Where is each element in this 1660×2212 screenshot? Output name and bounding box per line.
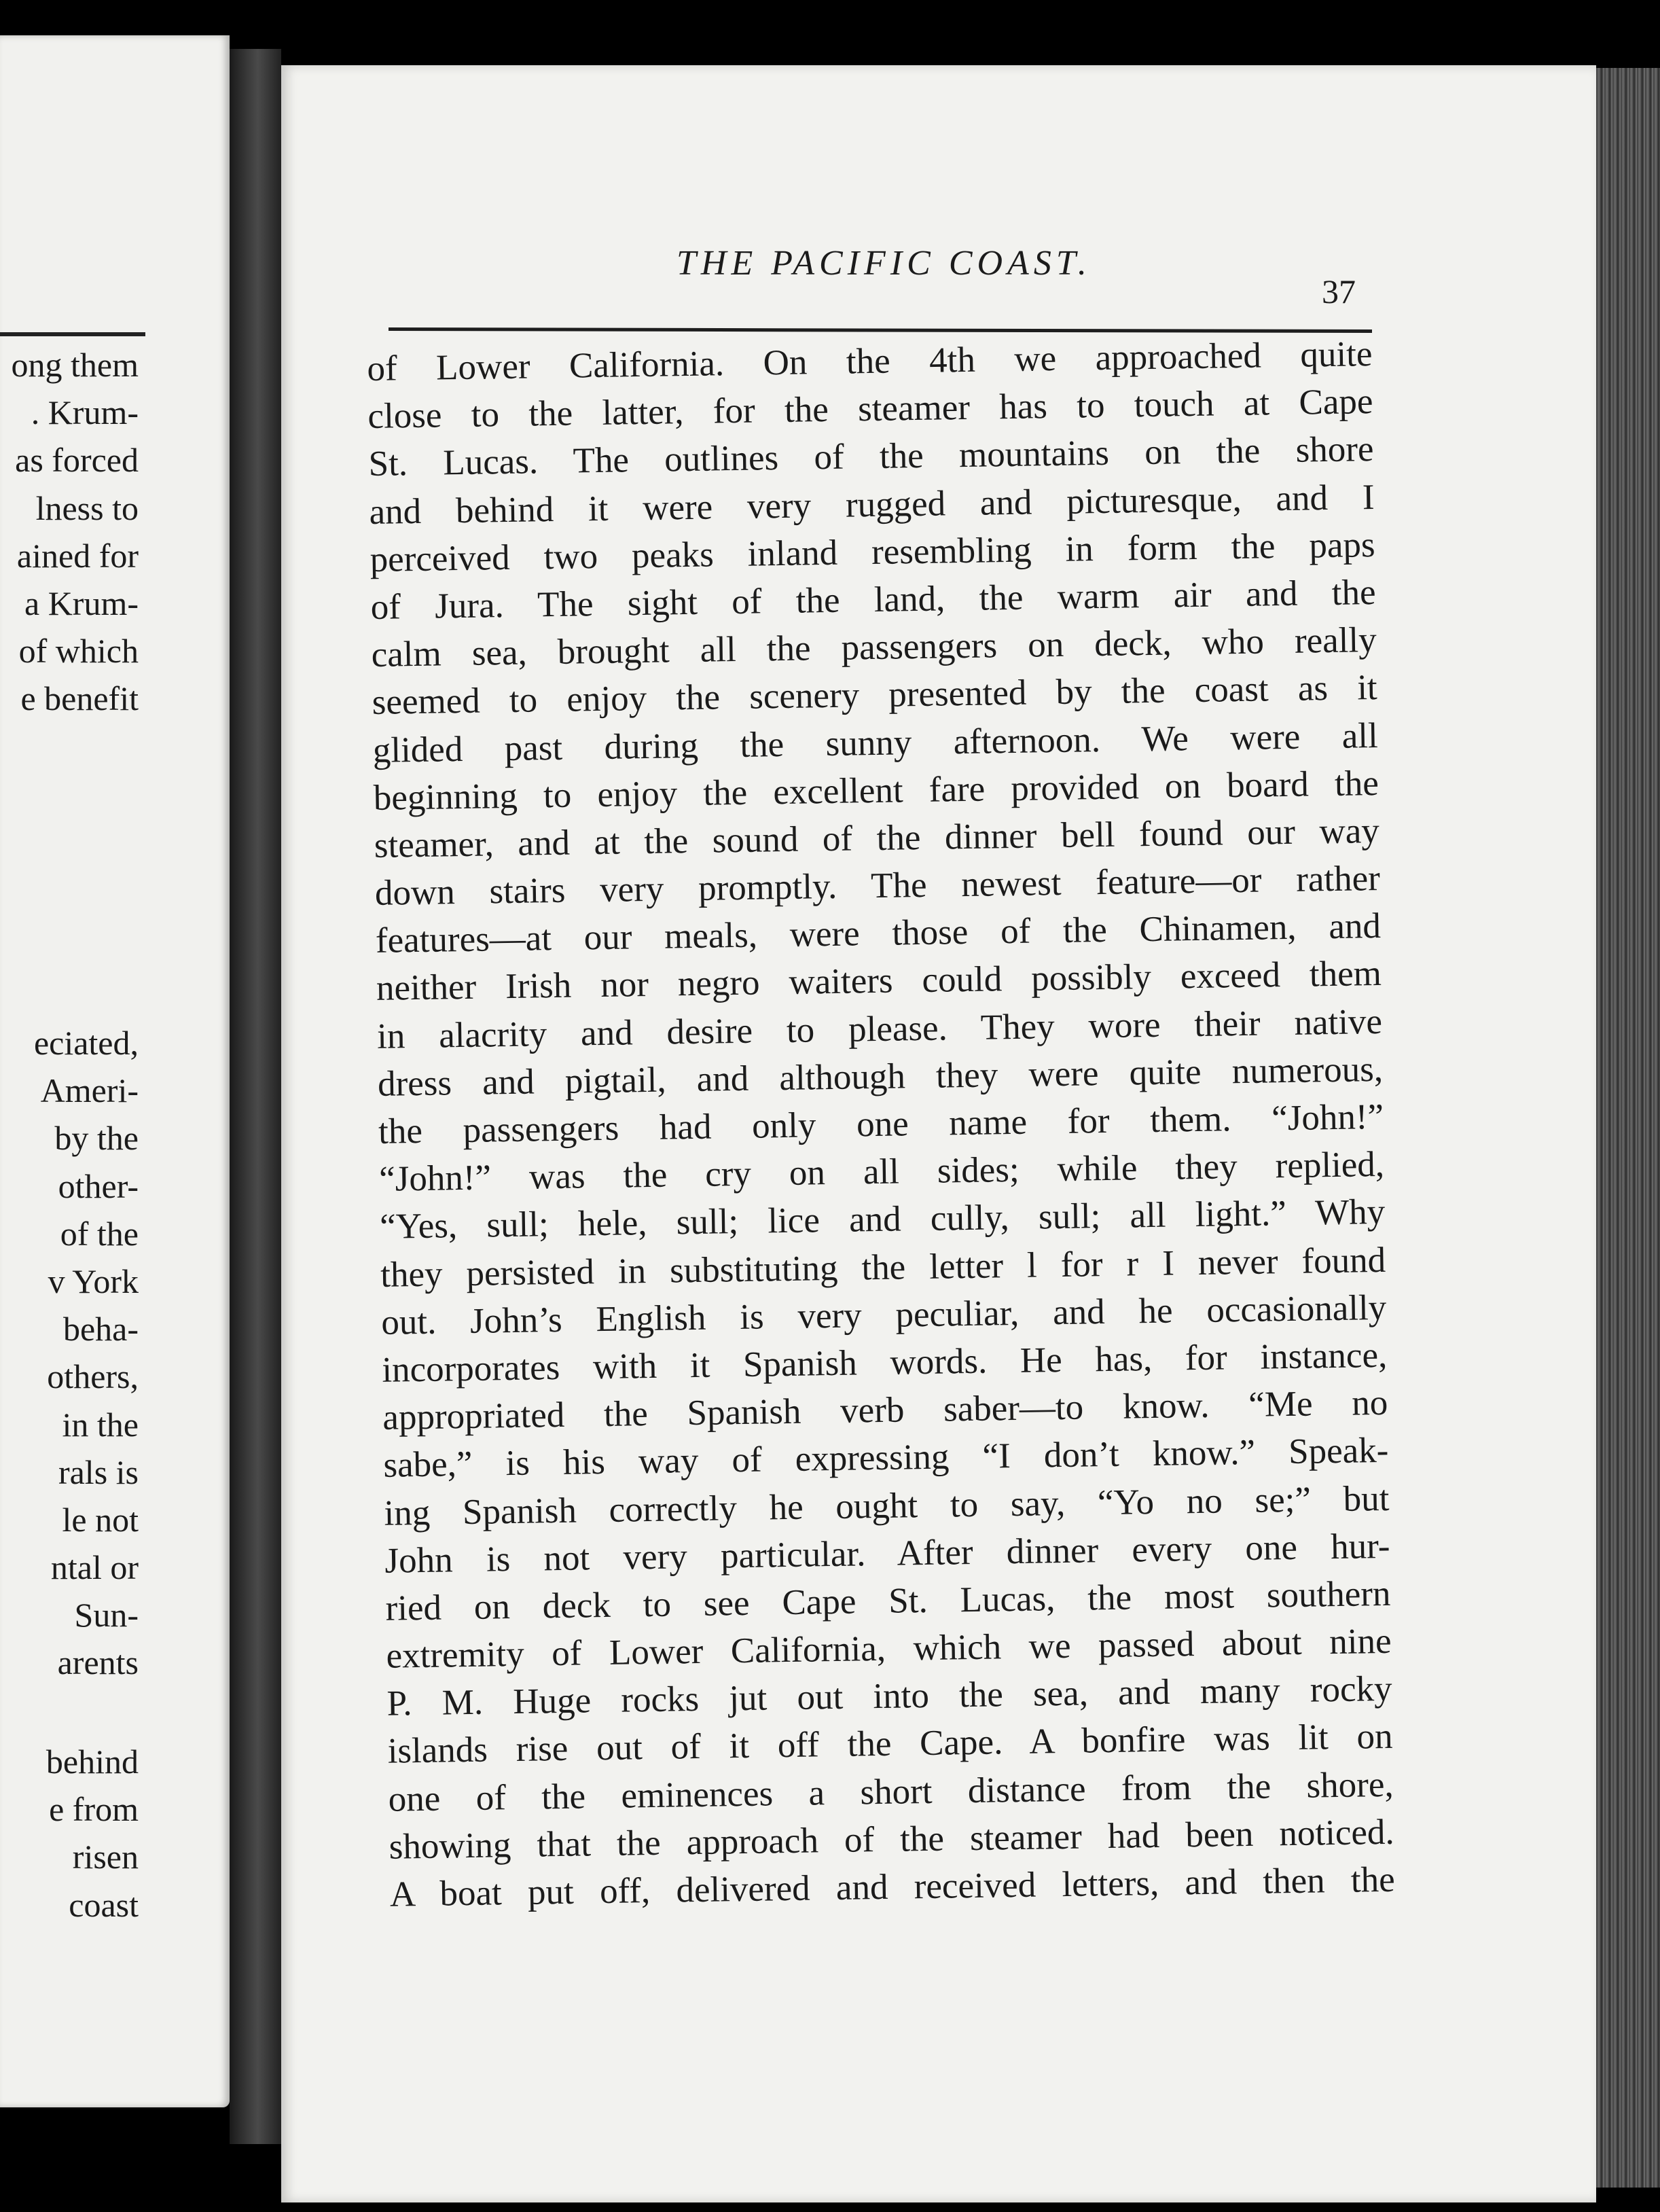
- previous-page-line: ntal or: [50, 1548, 139, 1587]
- text-line: neither Irish nor negro waiters could possibly exceed them: [376, 954, 1382, 1009]
- previous-page-line: as forced: [15, 441, 139, 480]
- previous-page-line: . Krum-: [31, 393, 139, 432]
- text-line: beginning to enjoy the excellent fare provided on board the: [373, 763, 1379, 818]
- text-line: calm sea, brought all the passengers on deck, who really: [371, 620, 1377, 675]
- previous-page-line: e benefit: [20, 679, 139, 718]
- text-line: and behind it were very rugged and picturesque, and I: [369, 477, 1375, 532]
- previous-page-rule: [0, 332, 145, 336]
- previous-page-line: le not: [62, 1500, 139, 1539]
- text-line: out. John’s English is very peculiar, and he occasionally: [380, 1287, 1387, 1342]
- previous-page-line: coast: [69, 1885, 139, 1924]
- text-line: of Lower California. On the 4th we approached quite: [367, 334, 1373, 389]
- previous-page-line: ong them: [11, 346, 139, 384]
- previous-page-text-block-2: [34, 1019, 139, 1687]
- text-line: A boat put off, delivered and received letters, and then the: [389, 1859, 1396, 1914]
- previous-page-line: behind: [46, 1743, 139, 1781]
- text-line: “Yes, sull; hele, sull; lice and cully, sull; all light.” Why: [379, 1192, 1386, 1247]
- previous-page-text-block-1: [12, 341, 139, 723]
- previous-page-line: ained for: [16, 536, 139, 575]
- text-line: glided past during the sunny afternoon. We were all: [372, 715, 1379, 770]
- text-line: one of the eminences a short distance from the shore,: [388, 1764, 1394, 1819]
- text-line: ing Spanish correctly he ought to say, “Yo no se;” but: [384, 1478, 1390, 1533]
- page-edges: [1596, 68, 1660, 2188]
- running-head: THE PACIFIC COAST.: [676, 244, 1091, 283]
- book-gutter: [230, 49, 281, 2144]
- text-line: incorporates with it Spanish words. He has, for instance,: [381, 1335, 1388, 1390]
- text-line: the passengers had only one name for them. “John!”: [378, 1096, 1384, 1152]
- previous-page-line: others,: [47, 1357, 139, 1396]
- text-line: in alacrity and desire to please. They wore their native: [376, 1001, 1383, 1056]
- text-line: showing that the approach of the steamer had been noticed.: [389, 1812, 1395, 1867]
- text-line: close to the latter, for the steamer has to touch at Cape: [367, 382, 1373, 437]
- previous-page-line: Ameri-: [40, 1071, 139, 1110]
- previous-page-line: of the: [60, 1214, 139, 1253]
- text-line: of Jura. The sight of the land, the warm air and the: [370, 572, 1376, 627]
- text-line: dress and pigtail, and although they were quite numerous,: [377, 1049, 1384, 1104]
- previous-page-line: eciated,: [33, 1024, 139, 1062]
- text-line: appropriated the Spanish verb saber—to know. “Me no: [382, 1382, 1388, 1438]
- text-line: islands rise out of it off the Cape. A bonfire was lit on: [387, 1717, 1393, 1772]
- previous-page-line: e from: [49, 1790, 139, 1829]
- text-line: features—at our meals, were those of the Chinamen, and: [375, 906, 1382, 961]
- text-line: they persisted in substituting the letter l for r I never found: [380, 1240, 1386, 1295]
- text-line: perceived two peaks inland resembling in form the paps: [369, 524, 1375, 579]
- page-body-text: [367, 330, 1395, 1919]
- previous-page-fragment: [0, 35, 230, 2107]
- text-line: extremity of Lower California, which we passed about nine: [386, 1621, 1392, 1676]
- text-line: “John!” was the cry on all sides; while they replied,: [378, 1145, 1385, 1200]
- previous-page-line: by the: [54, 1119, 139, 1158]
- previous-page-line: beha-: [62, 1310, 139, 1349]
- previous-page-text-block-3: [46, 1738, 139, 1929]
- text-line: P. M. Huge rocks jut out into the sea, and many rocky: [386, 1669, 1392, 1724]
- text-line: ried on deck to see Cape St. Lucas, the most southern: [385, 1573, 1391, 1628]
- previous-page-line: of which: [18, 632, 139, 671]
- previous-page-line: other-: [58, 1166, 139, 1205]
- previous-page-line: risen: [72, 1838, 139, 1876]
- previous-page-line: rals is: [58, 1452, 139, 1491]
- previous-page-line: arents: [57, 1643, 139, 1682]
- previous-page-line: lness to: [35, 488, 139, 527]
- text-line: John is not very particular. After dinner every one hur-: [384, 1526, 1390, 1581]
- text-line: St. Lucas. The outlines of the mountains on the shore: [368, 429, 1374, 484]
- text-line: seemed to enjoy the scenery presented by the coast as it: [372, 668, 1378, 723]
- text-line: sabe,” is his way of expressing “I don’t know.” Speak-: [383, 1431, 1389, 1486]
- previous-page-line: Sun-: [74, 1596, 139, 1635]
- text-line: steamer, and at the sound of the dinner bell found our way: [374, 810, 1380, 866]
- previous-page-line: in the: [62, 1405, 139, 1444]
- page-number: 37: [1322, 272, 1356, 310]
- previous-page-line: v York: [48, 1262, 139, 1300]
- previous-page-line: a Krum-: [24, 584, 139, 622]
- text-line: down stairs very promptly. The newest feature—or rather: [374, 859, 1381, 913]
